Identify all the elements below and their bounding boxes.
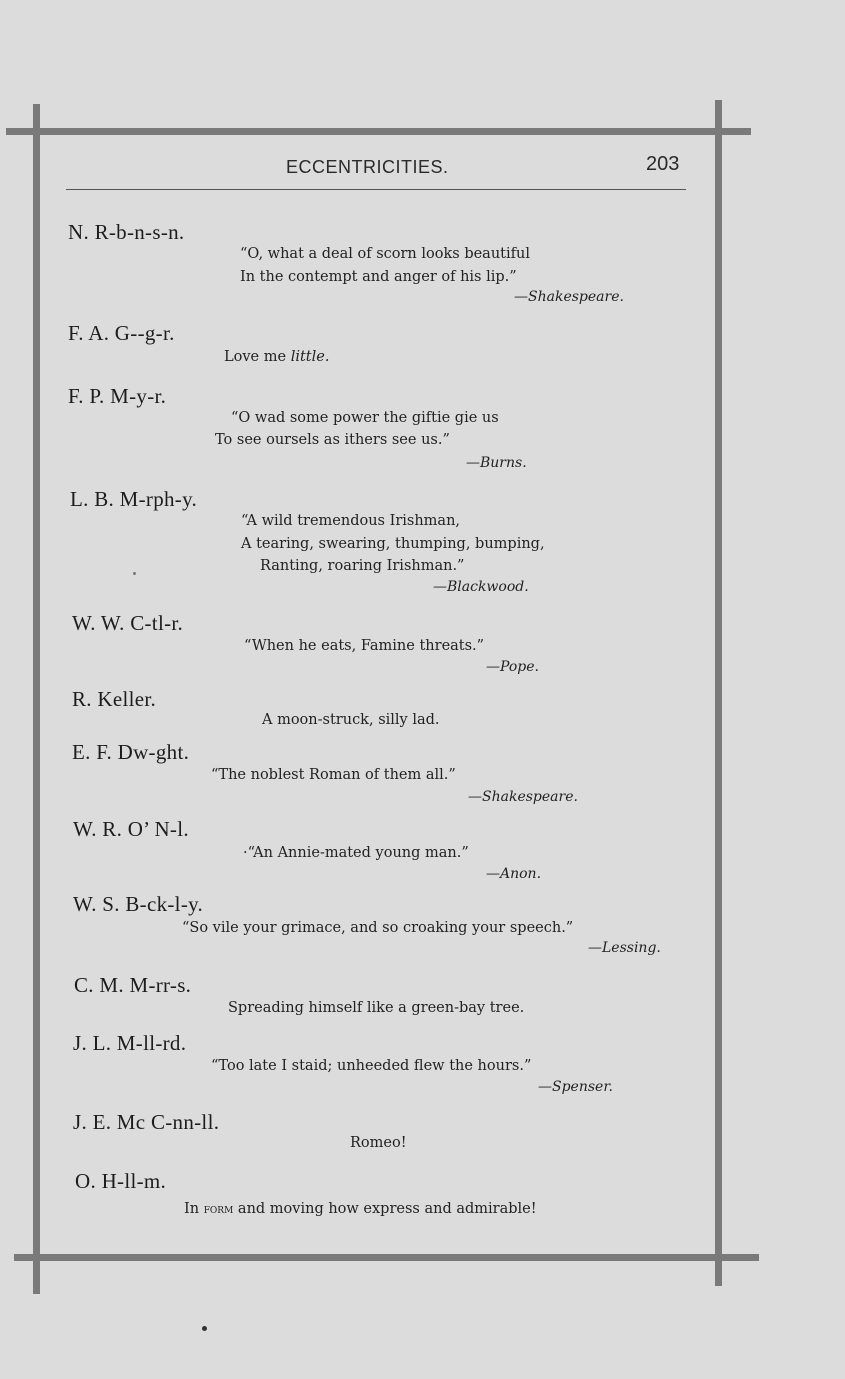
quote-line: Romeo! <box>350 1135 407 1151</box>
header-rule <box>66 189 686 190</box>
entry-name: F. A. G--g-r. <box>68 321 175 345</box>
quote-line: “So vile your grimace, and so croaking your speech.” <box>182 920 574 936</box>
entry-name: F. P. M-y-r. <box>68 384 167 408</box>
entry-name: W. S. B-ck-l-y. <box>73 892 204 916</box>
attribution: —Blackwood. <box>433 579 529 595</box>
attribution: —Lessing. <box>588 940 661 956</box>
entry-name: E. F. Dw-ght. <box>72 740 190 764</box>
quote-line: ·“An Annie-mated young man.” <box>243 845 469 861</box>
quote-line: “O, what a deal of scorn looks beautiful <box>240 246 530 262</box>
quote-line: Spreading himself like a green-bay tree. <box>228 1000 525 1016</box>
quote-line: A tearing, swearing, thumping, bumping, <box>241 536 545 552</box>
attribution: —Anon. <box>486 866 542 882</box>
quote-line: In the contempt and anger of his lip.” <box>240 269 517 285</box>
page-number: 203 <box>646 153 680 175</box>
entry-name: J. L. M-ll-rd. <box>73 1031 187 1055</box>
quote-line: “The noblest Roman of them all.” <box>211 767 456 783</box>
entry-name: N. R-b-n-s-n. <box>68 220 185 244</box>
quote-line: “Too late I staid; unheeded flew the hours.” <box>211 1058 532 1074</box>
frame-top-rule <box>6 128 751 135</box>
entry-name: R. Keller. <box>72 687 157 711</box>
quote-line: “O wad some power the giftie gie us <box>231 410 499 426</box>
running-title: ECCENTRICITIES. <box>286 157 449 177</box>
attribution: —Spenser. <box>538 1079 613 1095</box>
quote-line: “A wild tremendous Irishman, <box>241 513 461 529</box>
quote-line: “When he eats, Famine threats.” <box>244 638 485 654</box>
quote-line: In form and moving how express and admirable! <box>184 1201 537 1217</box>
attribution: —Burns. <box>466 455 527 471</box>
entry-name: O. H-ll-m. <box>75 1169 167 1193</box>
entry-name: J. E. Mc C-nn-ll. <box>73 1110 220 1134</box>
frame-bottom-rule <box>14 1254 759 1261</box>
quote-line: Love me little. <box>224 349 330 365</box>
ink-speck <box>133 572 136 575</box>
frame-left-rule <box>33 104 40 1294</box>
ink-speck <box>202 1326 207 1331</box>
quote-line: To see oursels as ithers see us.” <box>215 432 450 448</box>
entry-name: W. R. O’ N-l. <box>73 817 189 841</box>
entry-name: L. B. M-rph-y. <box>70 487 198 511</box>
frame-right-rule <box>715 100 722 1286</box>
quote-line: Ranting, roaring Irishman.” <box>260 558 465 574</box>
attribution: —Shakespeare. <box>514 289 624 305</box>
attribution: —Pope. <box>486 659 539 675</box>
attribution: —Shakespeare. <box>468 789 578 805</box>
entry-name: W. W. C-tl-r. <box>72 611 184 635</box>
quote-line: A moon-struck, silly lad. <box>262 712 440 728</box>
entry-name: C. M. M-rr-s. <box>74 973 192 997</box>
